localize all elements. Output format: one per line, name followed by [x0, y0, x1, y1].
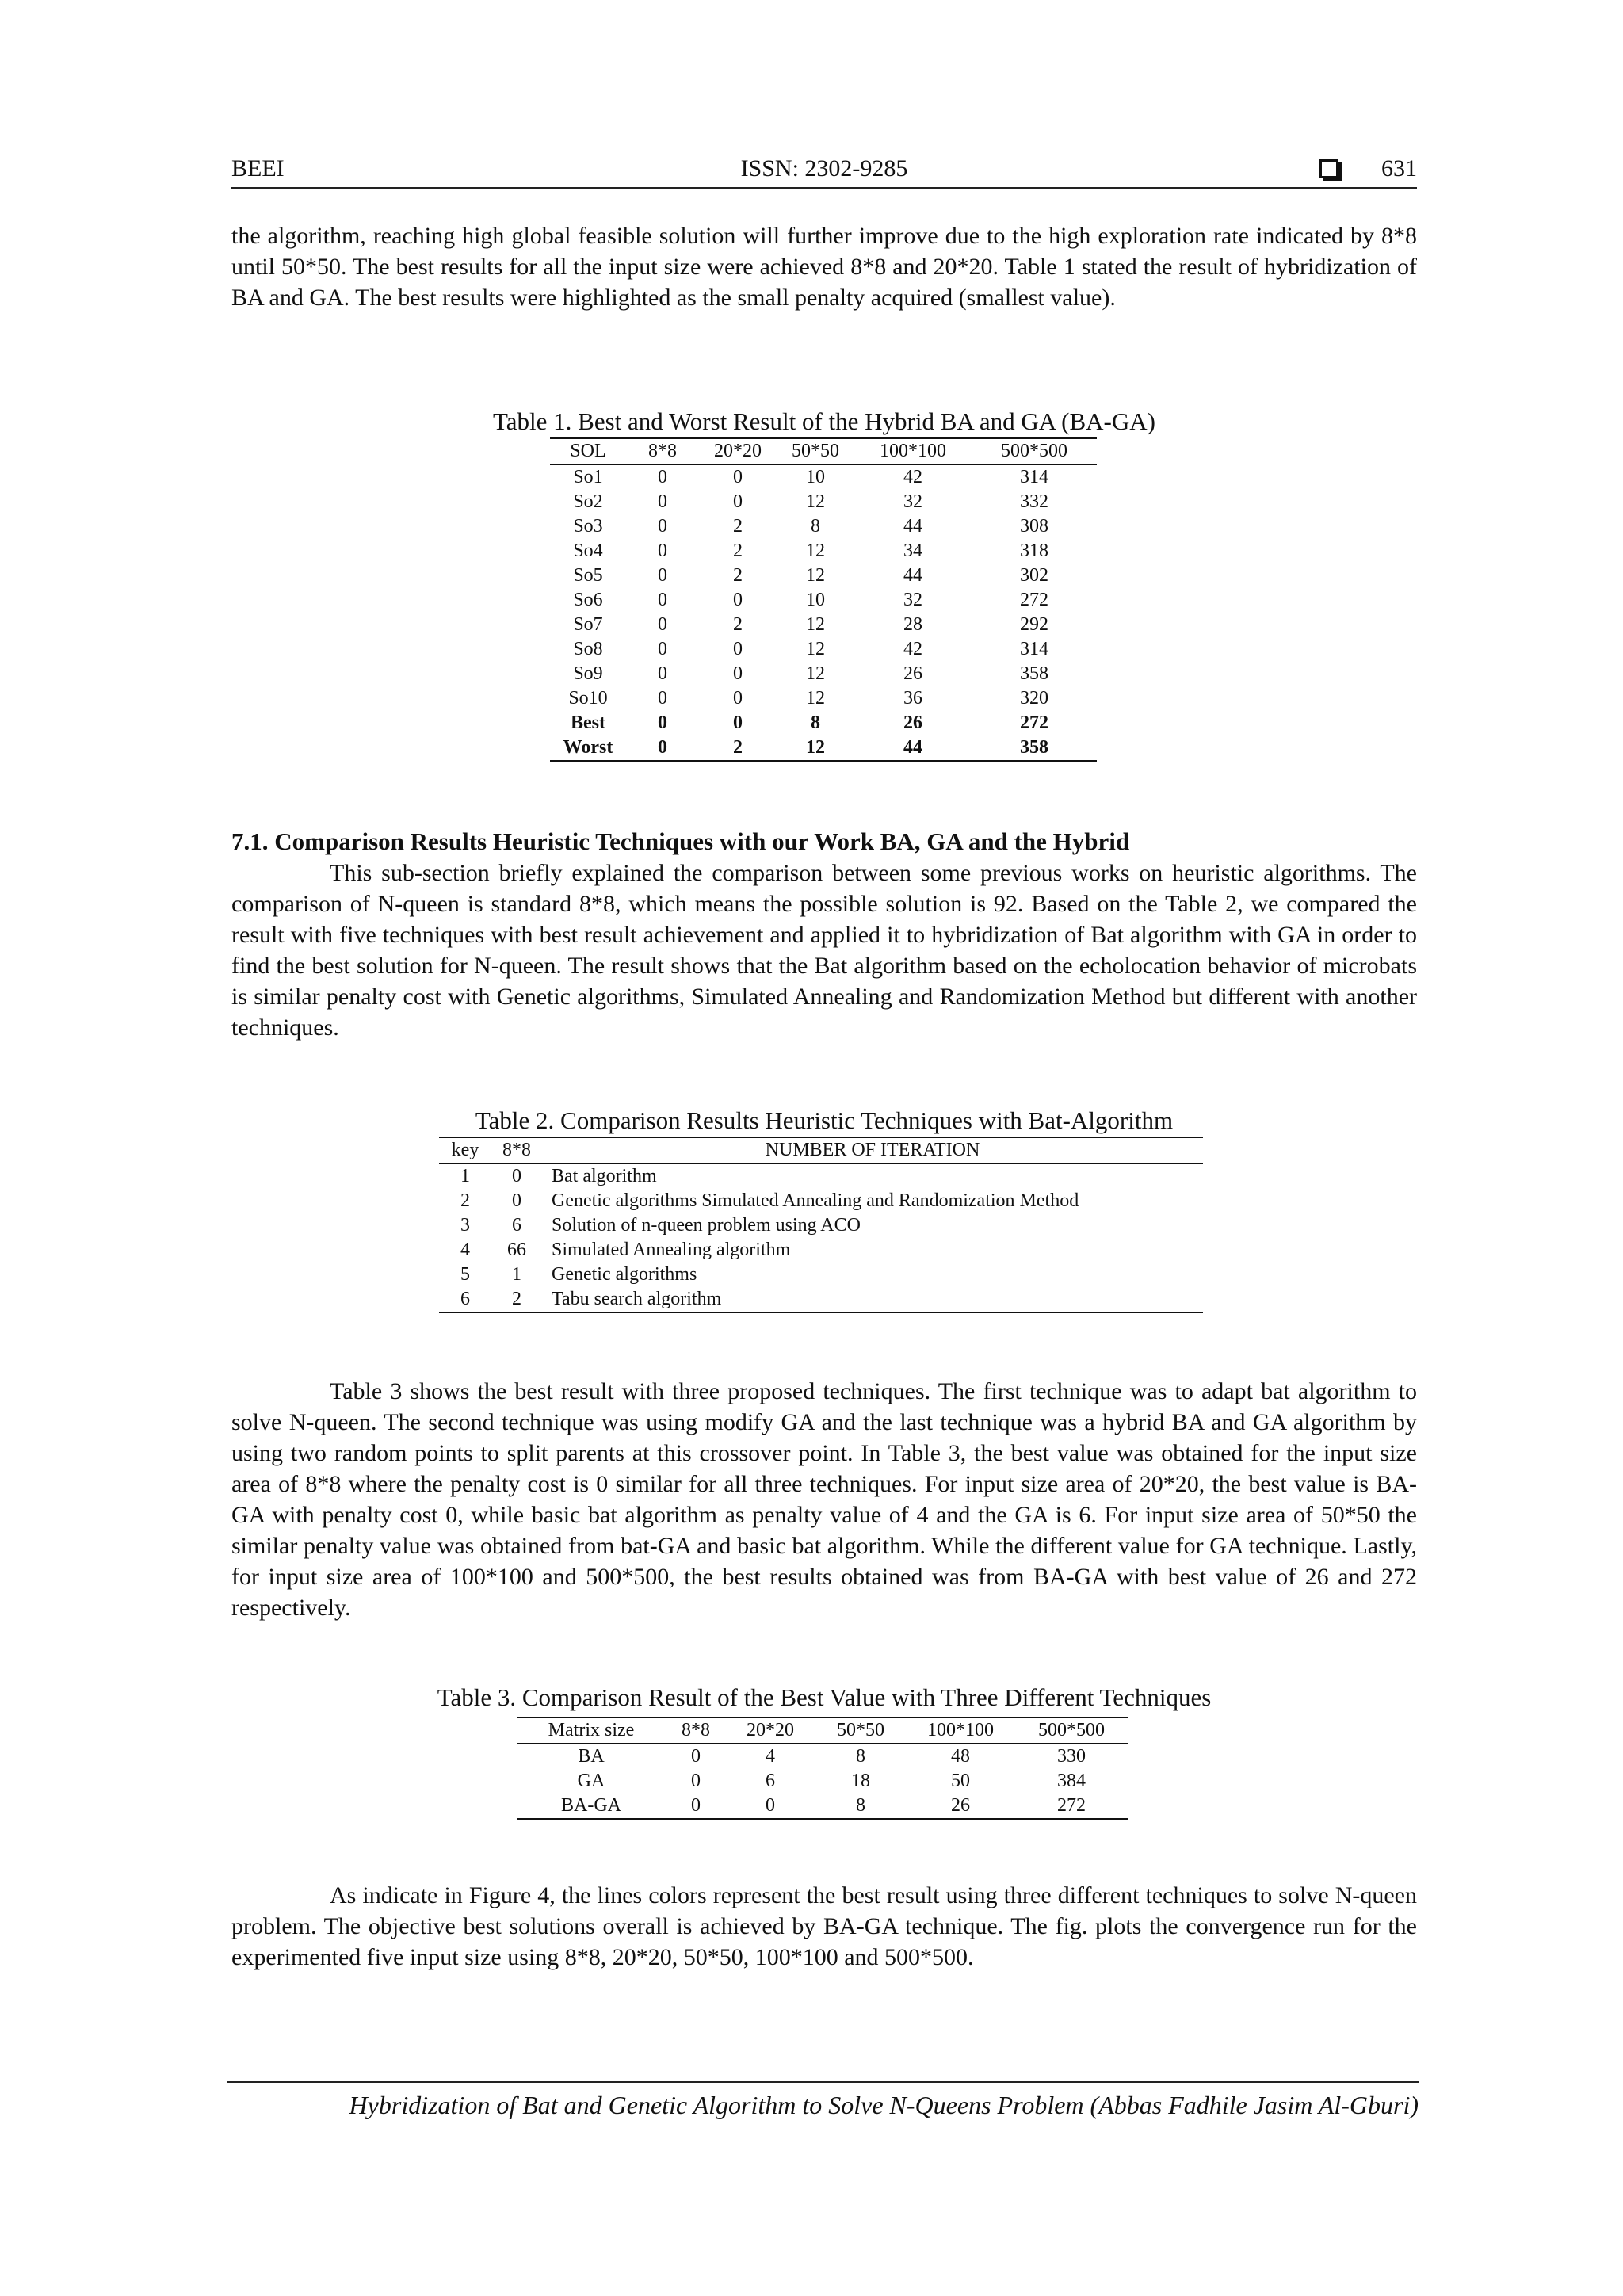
table-cell: 332 [1020, 491, 1048, 512]
page-header [231, 152, 1417, 189]
table-cell: 318 [1020, 541, 1048, 561]
table-cell: So5 [573, 565, 603, 586]
table-cell: 0 [733, 639, 743, 659]
table-cell: 6 [512, 1215, 521, 1236]
table-row [550, 514, 1097, 539]
table-cell: So2 [573, 491, 603, 512]
table-row [517, 1769, 1128, 1794]
table-row [439, 1189, 1203, 1213]
table3-caption: Table 3. Comparison Result of the Best Value with Three Different Techniques [437, 1683, 1212, 1711]
table-cell: Simulated Annealing algorithm [552, 1240, 791, 1260]
table-cell: 0 [733, 467, 743, 487]
table-cell: 28 [903, 614, 922, 635]
table2 [439, 1137, 1203, 1313]
table-cell: 32 [903, 491, 922, 512]
table-row [550, 563, 1097, 588]
table-cell: 0 [626, 735, 699, 761]
table-cell: 42 [903, 467, 922, 487]
column-header: 8*8 [491, 1137, 542, 1163]
table-cell: 0 [658, 516, 667, 537]
column-header: key [439, 1137, 491, 1163]
table-row [517, 1794, 1128, 1819]
table-cell: 0 [658, 712, 667, 733]
table-row [550, 637, 1097, 662]
table-cell: 5 [460, 1264, 470, 1285]
table-cell: 0 [726, 1794, 815, 1819]
journal-name: BEEI [231, 155, 285, 181]
table-cell: 0 [658, 639, 667, 659]
table-cell: 10 [806, 467, 825, 487]
column-header: NUMBER OF ITERATION [542, 1137, 1203, 1163]
issn: ISSN: 2302-9285 [740, 155, 908, 181]
table-row [439, 1263, 1203, 1287]
table-cell: 12 [806, 491, 825, 512]
table-cell: 272 [1020, 590, 1048, 610]
table-cell: 10 [806, 590, 825, 610]
table-cell: 0 [658, 590, 667, 610]
column-header: 8*8 [626, 438, 699, 464]
table-cell: 42 [903, 639, 922, 659]
section-title: 7.1. Comparison Results Heuristic Techniques with our Work BA, GA and the Hybrid [231, 827, 1130, 855]
table-cell: 44 [854, 735, 972, 761]
table-cell: 0 [658, 614, 667, 635]
table-cell: 330 [1057, 1746, 1086, 1767]
table-cell: 0 [666, 1794, 726, 1819]
table-row [550, 588, 1097, 613]
table1-caption: Table 1. Best and Worst Result of the Hybrid BA and GA (BA-GA) [493, 407, 1155, 435]
column-header: 50*50 [777, 438, 854, 464]
table-cell: So8 [573, 639, 603, 659]
table-cell: 1 [512, 1264, 521, 1285]
table-cell: 4 [460, 1240, 470, 1260]
table-cell: 1 [460, 1166, 470, 1186]
table-cell: 314 [1020, 639, 1048, 659]
table-cell: 302 [1020, 565, 1048, 586]
table-cell: 0 [658, 663, 667, 684]
table-cell: So3 [573, 516, 603, 537]
table-cell: 2 [733, 565, 743, 586]
page-footer: Hybridization of Bat and Genetic Algorithm to Solve N-Queens Problem (Abbas Fadhile Jasim Al-Gburi) [227, 2081, 1419, 2120]
table3 [517, 1717, 1128, 1820]
table-cell: So6 [573, 590, 603, 610]
table-cell: 0 [733, 590, 743, 610]
table-cell: 0 [658, 688, 667, 709]
table-cell: Worst [550, 735, 626, 761]
table-cell: 0 [733, 491, 743, 512]
table-row [550, 735, 1097, 761]
table-cell: So9 [573, 663, 603, 684]
table-cell: 26 [903, 663, 922, 684]
intro-paragraph: the algorithm, reaching high global feasible solution will further improve due to the high exploration rate indicated by 8*8 until 50*50. The best results for all the input size were achieved 8*8 and 20*20. Table 1 stated the result of hybridization of BA and GA. The best results were highlighted as the small penalty acquired (smallest value). [231, 223, 1417, 311]
table2-caption: Table 2. Comparison Results Heuristic Techniques with Bat-Algorithm [475, 1106, 1174, 1134]
table-cell: 12 [777, 735, 854, 761]
column-header: 100*100 [854, 438, 972, 464]
table-cell: Solution of n-queen problem using ACO [552, 1215, 861, 1236]
table-cell: 26 [907, 1794, 1014, 1819]
table-cell: 2 [491, 1287, 542, 1312]
table1 [550, 437, 1097, 762]
table-cell: Bat algorithm [552, 1166, 657, 1186]
table-row [550, 711, 1097, 735]
table-cell: 34 [903, 541, 922, 561]
table-row [439, 1238, 1203, 1263]
table-cell: 0 [733, 663, 743, 684]
table-cell: 4 [766, 1746, 775, 1767]
table-cell: 18 [851, 1771, 870, 1791]
table-cell: So7 [573, 614, 603, 635]
section-paragraph: This sub-section briefly explained the comparison between some previous works on heuristic algorithms. The comparison of N-queen is standard 8*8, which means the possible solution is 92. Based on the Table 2, we compared the result with five techniques with best result achievement and applied it to hybridization of Bat algorithm with GA in order to find the best solution for N-queen. The result shows that the Bat algorithm based on the echolocation behavior of microbats is similar penalty cost with Genetic algorithms, Simulated Annealing and Randomization Method but different with another techniques. [231, 860, 1417, 1041]
table-cell: BA [578, 1746, 605, 1767]
table-row [550, 613, 1097, 637]
table-cell: 0 [691, 1771, 701, 1791]
table-cell: 2 [733, 541, 743, 561]
table-cell: 2 [699, 735, 777, 761]
table-cell: 292 [1020, 614, 1048, 635]
table-cell: 358 [972, 735, 1097, 761]
table-cell: 0 [658, 541, 667, 561]
table-cell: 12 [806, 639, 825, 659]
table-cell: 358 [1020, 663, 1048, 684]
table-cell: 0 [512, 1166, 521, 1186]
table-row [550, 464, 1097, 490]
table-cell: 66 [507, 1240, 526, 1260]
table-cell: 8 [856, 1746, 865, 1767]
table-cell: 2 [733, 516, 743, 537]
table-cell: 8 [811, 516, 820, 537]
table-cell: So10 [568, 688, 608, 709]
column-header: 8*8 [666, 1717, 726, 1744]
table-cell: So1 [573, 467, 603, 487]
table-cell: 50 [951, 1771, 970, 1791]
table-cell: 6 [439, 1287, 491, 1312]
checkbox-square-icon [1319, 159, 1338, 178]
table-cell: 44 [903, 565, 922, 586]
table-cell: 0 [733, 688, 743, 709]
column-header: 20*20 [699, 438, 777, 464]
table-row [550, 662, 1097, 686]
table-cell: 12 [806, 663, 825, 684]
table-cell: 12 [806, 541, 825, 561]
table-cell: 308 [1020, 516, 1048, 537]
table-cell: 12 [806, 565, 825, 586]
table-cell: 2 [733, 614, 743, 635]
column-header: Matrix size [517, 1717, 666, 1744]
table-row [517, 1744, 1128, 1769]
table-cell: 12 [806, 614, 825, 635]
table-cell: 0 [691, 1746, 701, 1767]
table-cell: 272 [1020, 712, 1048, 733]
table-cell: Tabu search algorithm [542, 1287, 1203, 1312]
table-cell: 36 [903, 688, 922, 709]
table-cell: 44 [903, 516, 922, 537]
column-header: 20*20 [726, 1717, 815, 1744]
table-cell: 314 [1020, 467, 1048, 487]
table-cell: 3 [460, 1215, 470, 1236]
column-header: SOL [550, 438, 626, 464]
table-cell: 0 [512, 1190, 521, 1211]
table-cell: 6 [766, 1771, 775, 1791]
column-header: 100*100 [907, 1717, 1014, 1744]
table-cell: 272 [1014, 1794, 1128, 1819]
column-header: 500*500 [1014, 1717, 1128, 1744]
table-cell: 0 [733, 712, 743, 733]
table-cell: GA [577, 1771, 605, 1791]
column-header: 500*500 [972, 438, 1097, 464]
table-cell: 2 [460, 1190, 470, 1211]
table-row [439, 1213, 1203, 1238]
table3-discussion-paragraph: Table 3 shows the best result with three proposed techniques. The first technique was to adapt bat algorithm to solve N-queen. The second technique was using modify GA and the last technique was a hybrid BA and GA algorithm by using two random points to split parents at this crossover point. In Table 3, the best value was obtained for the input size area of 8*8 where the penalty cost is 0 similar for all three techniques. For input size area of 20*20, the best value is BA-GA with penalty cost 0, while basic bat algorithm as penalty value of 4 and the GA is 6. For input size area of 50*50 the similar penalty value was obtained from bat-GA and basic bat algorithm. While the different value for GA technique. Lastly, for input size area of 100*100 and 500*500, the best results obtained was from BA-GA with best value of 26 and 272 respectively. [231, 1378, 1417, 1621]
figure4-paragraph: As indicate in Figure 4, the lines colors represent the best result using three different techniques to solve N-queen problem. The objective best solutions overall is achieved by BA-GA technique. The fig. plots the convergence run for the experimented five input size using 8*8, 20*20, 50*50, 100*100 and 500*500. [231, 1882, 1417, 1970]
table-cell: 320 [1020, 688, 1048, 709]
table-cell: 48 [951, 1746, 970, 1767]
table-row [439, 1287, 1203, 1312]
table-row [550, 686, 1097, 711]
table-cell: Genetic algorithms [552, 1264, 697, 1285]
table-cell: 26 [903, 712, 922, 733]
table-cell: 384 [1057, 1771, 1086, 1791]
table-cell: BA-GA [517, 1794, 666, 1819]
table-cell: 0 [658, 491, 667, 512]
table-cell: 0 [658, 565, 667, 586]
page-number: 631 [1381, 155, 1417, 181]
table-row [550, 490, 1097, 514]
table-cell: 32 [903, 590, 922, 610]
table-row [439, 1163, 1203, 1189]
column-header: 50*50 [815, 1717, 907, 1744]
table-row [550, 539, 1097, 563]
table-cell: So4 [573, 541, 603, 561]
table-cell: 0 [658, 467, 667, 487]
table-cell: 8 [815, 1794, 907, 1819]
table-cell: Genetic algorithms Simulated Annealing and Randomization Method [552, 1190, 1079, 1211]
table-cell: Best [571, 712, 605, 733]
table-cell: 12 [806, 688, 825, 709]
table-cell: 8 [811, 712, 820, 733]
